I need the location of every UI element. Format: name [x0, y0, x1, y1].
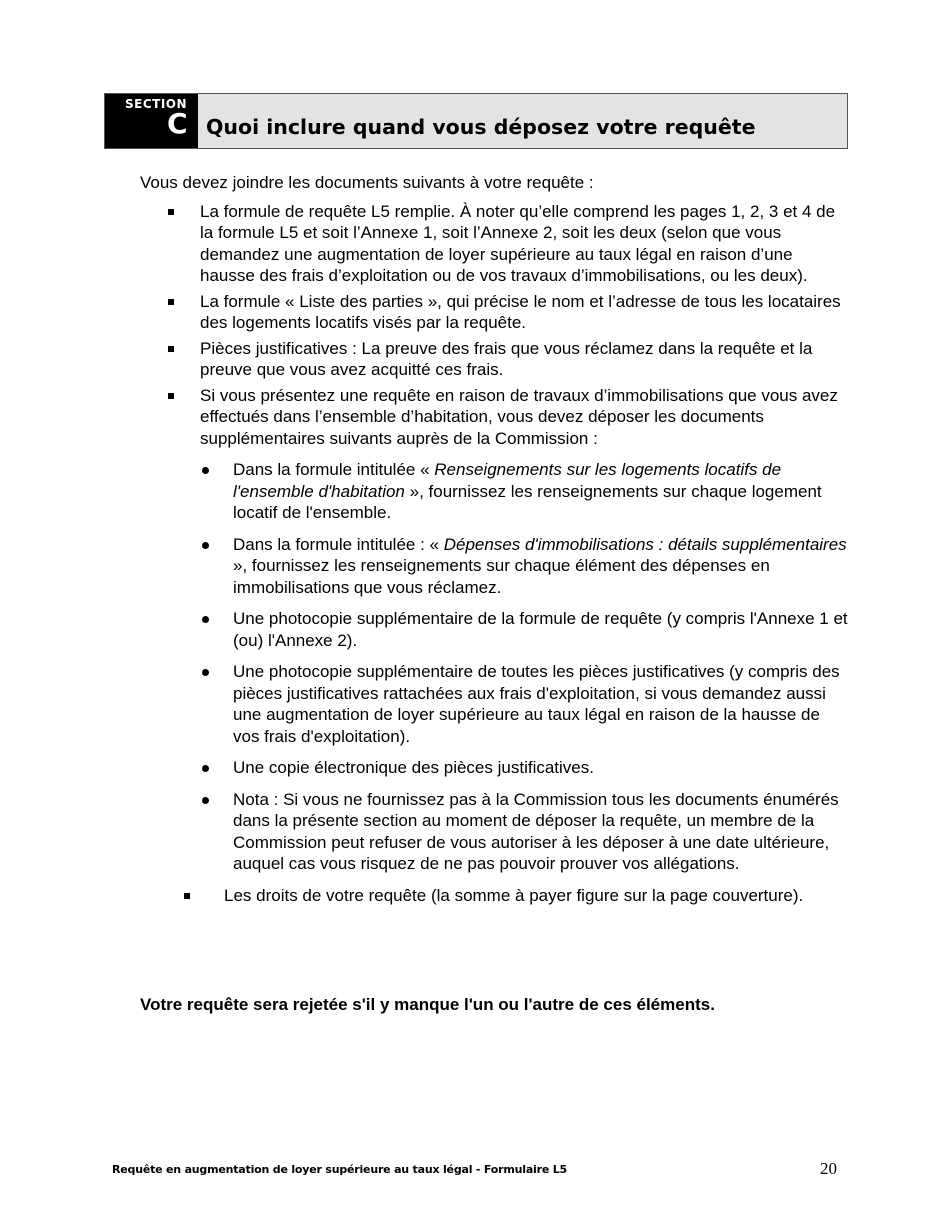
- round-bullet-icon: [202, 467, 209, 474]
- page-number: 20: [820, 1159, 837, 1178]
- capital-expenditure-sublist: [140, 459, 850, 875]
- round-bullet-icon: [202, 797, 209, 804]
- round-bullet-icon: [202, 765, 209, 772]
- rejection-warning: Votre requête sera rejetée s'il y manque l'un ou l'autre de ces éléments.: [140, 995, 715, 1014]
- round-bullet-icon: [202, 542, 209, 549]
- section-word: SECTION: [125, 97, 188, 111]
- sub-item-text-post: », fournissez les renseignements sur chaque logement locatif de l'ensemble.: [233, 481, 822, 522]
- list-item-fees: [140, 885, 850, 907]
- list-item-text: Les droits de votre requête (la somme à payer figure sur la page couverture).: [224, 885, 804, 905]
- sub-list-item: [140, 789, 850, 875]
- sub-item-text-post: », fournissez les renseignements sur chaque élément des dépenses en immobilisations que vous réclamez.: [233, 556, 770, 597]
- sub-list-item: [140, 459, 850, 524]
- sub-list-item: [140, 661, 850, 747]
- section-title-box: [198, 94, 847, 148]
- list-item-text: Pièces justificatives : La preuve des frais que vous réclamez dans la requête et la preuve que vous avez acquitté ces frais.: [200, 338, 813, 379]
- section-header: [104, 93, 848, 149]
- square-bullet-icon: [168, 209, 174, 215]
- sub-item-text: Une copie électronique des pièces justificatives.: [233, 758, 594, 777]
- section-letter: C: [167, 107, 188, 140]
- footer-title: Requête en augmentation de loyer supérieure au taux légal - Formulaire L5: [112, 1163, 567, 1176]
- form-name-italic: Dépenses d'immobilisations : détails supplémentaires: [443, 534, 847, 554]
- round-bullet-icon: [202, 616, 209, 623]
- sub-list-item: [140, 608, 850, 651]
- list-item: [140, 291, 850, 334]
- round-bullet-icon: [202, 669, 209, 676]
- square-bullet-icon: [168, 393, 174, 399]
- square-bullet-icon: [184, 893, 190, 899]
- square-bullet-icon: [168, 299, 174, 305]
- sub-item-text: Nota : Si vous ne fournissez pas à la Commission tous les documents énumérés dans la présente section au moment de déposer la requête, un membre de la Commission peut refuser de vous autoriser à les déposer à une date ultérieure, auquel cas vous risquez de ne pas pouvoir prouver vos allégations.: [233, 789, 839, 873]
- square-bullet-icon: [168, 346, 174, 352]
- list-item: [140, 201, 850, 287]
- form-name-italic: Renseignements sur les logements locatifs de l'ensemble d'habitation: [233, 460, 782, 501]
- sub-list-item: [140, 534, 850, 599]
- section-title: Quoi inclure quand vous déposez votre requête: [206, 115, 756, 139]
- sub-item-text-pre: Dans la formule intitulée : «: [233, 534, 444, 554]
- document-body: [140, 172, 850, 906]
- list-item-text: La formule « Liste des parties », qui précise le nom et l’adresse de tous les locataires des logements locatifs visés par la requête.: [200, 291, 841, 332]
- required-documents-list: [140, 201, 850, 875]
- sub-item-text: Une photocopie supplémentaire de la formule de requête (y compris l'Annexe 1 et (ou) l'Annexe 2).: [233, 609, 848, 650]
- sub-item-text-pre: Dans la formule intitulée «: [233, 460, 435, 479]
- section-tag: [105, 94, 198, 148]
- intro-text: Vous devez joindre les documents suivants à votre requête :: [140, 173, 594, 192]
- list-item-text: Si vous présentez une requête en raison de travaux d’immobilisations que vous avez effectués dans l’ensemble d’habitation, vous devez déposer les documents supplémentaires suivants auprès de la Commission :: [200, 385, 838, 448]
- list-item: [140, 385, 850, 875]
- sub-item-text: Une photocopie supplémentaire de toutes les pièces justificatives (y compris des pièces justificatives rattachées aux frais d'exploitation, si vous demandez aussi une augmentation de loyer supérieure au taux légal en raison de la hausse de vos frais d'exploitation).: [233, 662, 840, 746]
- list-item-text: La formule de requête L5 remplie. À noter qu’elle comprend les pages 1, 2, 3 et 4 de la formule L5 et soit l’Annexe 1, soit l’Annexe 2, soit les deux (selon que vous demandez une augmentation de loyer supérieure au taux légal en raison d’une hausse des frais d’exploitation ou de vos travaux d’immobilisations, ou les deux).: [200, 201, 836, 285]
- list-item: [140, 338, 850, 381]
- sub-list-item: [140, 757, 850, 779]
